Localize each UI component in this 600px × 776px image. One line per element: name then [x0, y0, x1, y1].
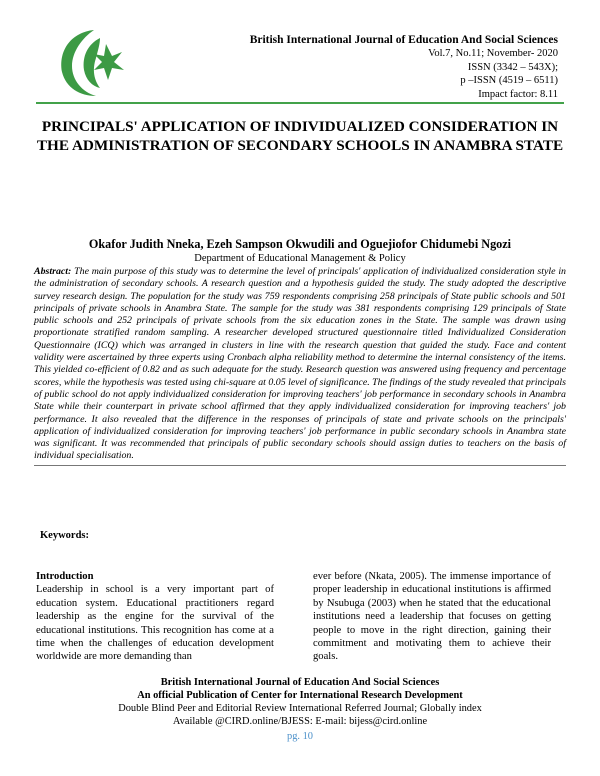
authors: Okafor Judith Nneka, Ezeh Sampson Okwudili and Oguejiofor Chidumebi Ngozi	[88, 237, 512, 251]
footer-journal: British International Journal of Education And Social Sciences	[160, 677, 440, 688]
page-footer	[36, 676, 564, 743]
journal-name: British International Journal of Education And Social Sciences	[249, 34, 558, 46]
keywords-label: Keywords:	[40, 530, 89, 541]
department: Department of Educational Management & Policy	[194, 253, 406, 264]
header-rule	[36, 102, 564, 104]
footer-availability: Available @CIRD.online/BJESS: E-mail: bijess@cird.online	[172, 716, 428, 727]
paper-title: PRINCIPALS' APPLICATION OF INDIVIDUALIZED CONSIDERATION IN THE ADMINISTRATION OF SECONDARY SCHOOLS IN ANAMBRA STATE	[36, 118, 564, 154]
abstract-label: Abstract:	[34, 266, 72, 277]
intro-left-text: Leadership in school is a very important part of education system. Educational practitioners regard leadership as the engine for the survival of the educational institutions. This recognition has come at a time when the challenges of education development worldwide are more demanding than	[36, 584, 274, 663]
pissn: p –ISSN (4519 – 6511)	[460, 75, 558, 87]
intro-left-column	[36, 570, 274, 664]
abstract-text: The main purpose of this study was to determine the level of principals' application of individualized consideration style in the administration of secondary schools. A research question and a hypothesis guided the study. The study adopted the descriptive survey research design. The population for the study was 759 respondents comprising 258 principals of State public schools and 501 principals of private schools in Anambra State. The sample for the study was 381 respondents comprising 129 principals of State public schools and 252 principals of private schools from the six education zones in the State. The sample was drawn using proportionate stratified random sampling. A researcher developed structured questionnaire titled Individualized Consideration Questionnaire (ICQ) which was arranged in clusters in line with the research question that guided the study. Face and content validity were ascertained by three experts using Cronbach alpha reliability method to determine the internal consistency of the items. This yielded co-efficient of 0.82 and as such adequate for the study. Research question was answered using frequency and percentage scores, while the hypothesis was tested using chi-square at 0.05 level of significance. The findings of the study revealed that principals of public school do not apply individualized consideration for improving teachers' job performance in secondary schools in Anambra State while their counterpart in private school affirmed that they apply individualized consideration for improving teachers' job performance. It also revealed that the difference in the responses of principals of state and private schools on the principals' application of individualized consideration for improving teachers' job performance in public secondary schools in Anambra state was significant. It was recommended that principals of public secondary schools should assign duties to teachers on the basis of individual specialisation.	[34, 266, 566, 462]
footer-publisher: An official Publication of Center for International Research Development	[137, 690, 463, 701]
journal-header	[250, 34, 558, 101]
journal-logo-icon	[42, 22, 128, 104]
impact-factor: Impact factor: 8.11	[478, 88, 558, 100]
intro-right-text: ever before (Nkata, 2005). The immense importance of proper leadership in educational institutions is affirmed by Nsubuga (2003) when he stated that the educational institutions need a leadership that focuses on getting people to move in the right direction, gaining their commitment and motivating them to achieve their goals.	[313, 571, 551, 663]
issn: ISSN (3342 – 543X);	[467, 61, 558, 73]
volume-info: Vol.7, No.11; November- 2020	[428, 48, 558, 60]
intro-right-column	[313, 570, 551, 664]
abstract	[34, 266, 566, 466]
page-number: pg. 10	[287, 731, 313, 742]
footer-review: Double Blind Peer and Editorial Review International Referred Journal; Globally index	[118, 703, 482, 714]
intro-heading: Introduction	[36, 571, 94, 582]
